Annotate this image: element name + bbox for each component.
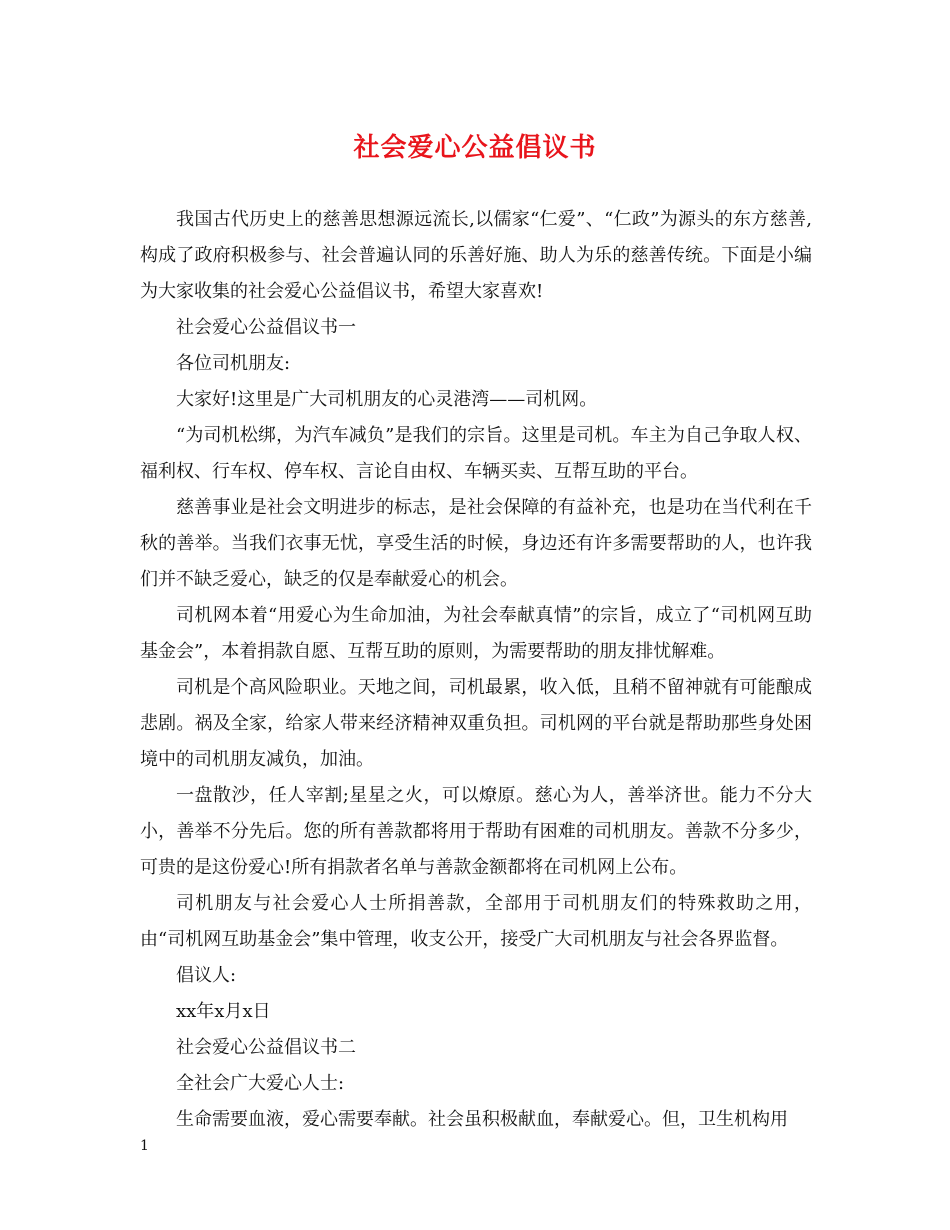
paragraph: 生命需要血液，爱心需要奉献。社会虽积极献血，奉献爱心。但，卫生机构用 bbox=[176, 1109, 788, 1130]
paragraph: xx年x月x日 bbox=[176, 1001, 271, 1022]
paragraph: 我国古代历史上的慈善思想源远流长,以儒家“仁爱”、“仁政”为源头的东方慈善,构成了政府积极参与、社会普遍认同的乐善好施、助人为乐的慈善传统。下面是小编为大家收集的社会爱心公益倡议书，希望大家喜欢! bbox=[140, 209, 812, 302]
paragraph: 社会爱心公益倡议书一 bbox=[176, 317, 356, 338]
paragraph: 司机网本着“用爱心为生命加油，为社会奉献真情”的宗旨，成立了“司机网互助基金会”，本着捐款自愿、互帮互助的原则，为需要帮助的朋友排忧解难。 bbox=[140, 605, 812, 662]
page-number: 1 bbox=[140, 1138, 149, 1154]
document-body bbox=[140, 202, 812, 1138]
paragraph: 全社会广大爱心人士: bbox=[176, 1073, 345, 1094]
paragraph: 各位司机朋友: bbox=[176, 353, 291, 374]
paragraph: 司机是个高风险职业。天地之间，司机最累，收入低，且稍不留神就有可能酿成悲剧。祸及全家，给家人带来经济精神双重负担。司机网的平台就是帮助那些身处困境中的司机朋友减负，加油。 bbox=[140, 677, 812, 770]
paragraph: 一盘散沙，任人宰割;星星之火，可以燎原。慈心为人，善举济世。能力不分大小，善举不分先后。您的所有善款都将用于帮助有困难的司机朋友。善款不分多少，可贵的是这份爱心!所有捐款者名单与善款金额都将在司机网上公布。 bbox=[140, 785, 812, 878]
paragraph: 大家好!这里是广大司机朋友的心灵港湾——司机网。 bbox=[176, 389, 598, 410]
paragraph: 社会爱心公益倡议书二 bbox=[176, 1037, 356, 1058]
document-title: 社会爱心公益倡议书 bbox=[353, 133, 597, 163]
paragraph: 司机朋友与社会爱心人士所捐善款，全部用于司机朋友们的特殊救助之用，由“司机网互助基金会”集中管理，收支公开，接受广大司机朋友与社会各界监督。 bbox=[140, 893, 812, 950]
paragraph: 慈善事业是社会文明进步的标志，是社会保障的有益补充，也是功在当代利在千秋的善举。当我们衣事无忧，享受生活的时候，身边还有许多需要帮助的人，也许我们并不缺乏爱心，缺乏的仅是奉献爱心的机会。 bbox=[140, 497, 812, 590]
paragraph: “为司机松绑，为汽车减负”是我们的宗旨。这里是司机。车主为自己争取人权、福利权、行车权、停车权、言论自由权、车辆买卖、互帮互助的平台。 bbox=[140, 425, 812, 482]
paragraph: 倡议人: bbox=[176, 965, 237, 986]
